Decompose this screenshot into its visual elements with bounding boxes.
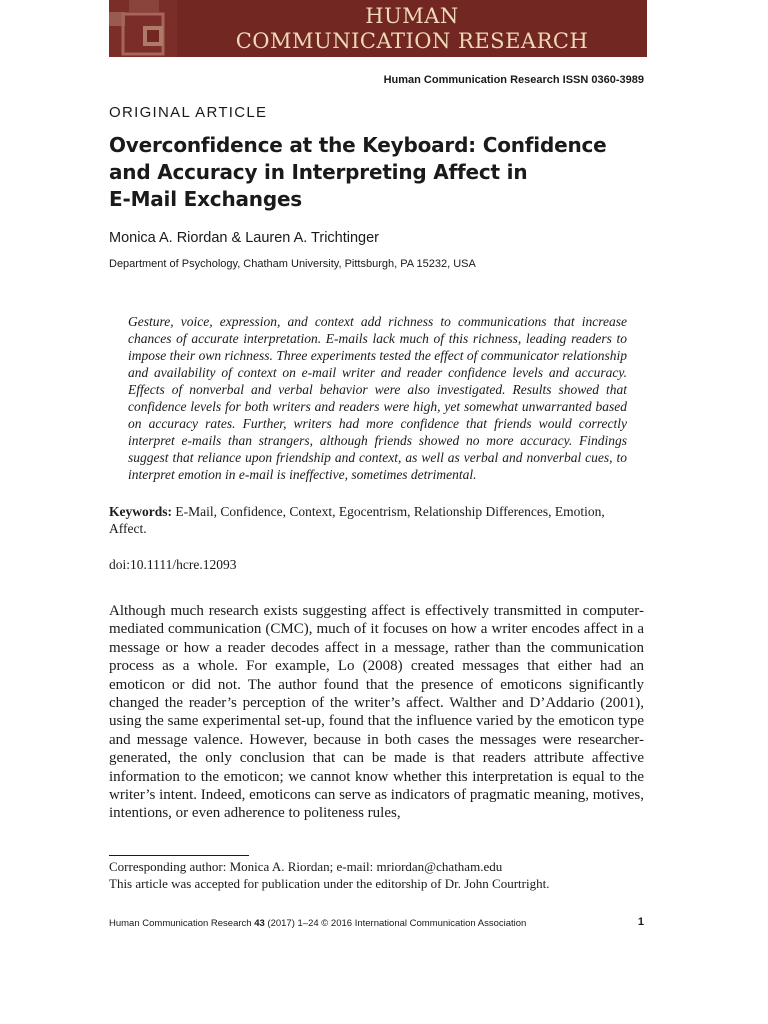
title-line-2: and Accuracy in Interpreting Affect in <box>109 160 528 184</box>
journal-logo-icon <box>109 0 177 57</box>
keywords-text: E-Mail, Confidence, Context, Egocentrism, Relationship Differences, Emotion, Affect. <box>109 504 605 536</box>
abstract: Gesture, voice, expression, and context add richness to communications that increase chances of accurate interpretation. E-mails lack much of this richness, leading readers to impose their own richness. Three experiments tested the effect of communicator relationship and availability of context on e-mail writer and reader confidence levels and accuracy. Effects of nonverbal and verbal behavior were also investigated. Results showed that confidence levels for both writers and readers were high, yet somewhat unwarranted based on accuracy rates. Further, writers had more confidence that friends would correctly interpret e-mails than strangers, although friends showed no more accuracy. Findings suggest that reliance upon friendship and context, as well as verbal and nonverbal cues, to interpret emotion in e-mail is ineffective, sometimes detrimental. <box>128 314 627 482</box>
footer-journal: Human Communication Research <box>109 918 255 929</box>
body-paragraph: Although much research exists suggesting affect is effectively transmitted in computer-mediated communication (CMC), much of it focuses on how a writer encodes affect in a message or how a reader decodes affect in a message, rather than the communication process as a whole. For example, Lo (2008) created messages that either had an emoticon or did not. The author found that the presence of emoticons significantly changed the reader’s perception of the writer’s affect. Walther and D’Addario (2001), using the same experimental set-up, found that the influence varied by the emoticon type and message valence. However, because in both cases the messages were researcher-generated, the only conclusion that can be made is that readers attribute affective information to the emoticon; we cannot know whether this interpretation is equal to the writer’s intent. Indeed, emoticons can serve as indicators of pragmatic meaning, motives, intentions, or even adherence to politeness rules, <box>109 603 644 822</box>
footer-volume: 43 <box>254 918 265 929</box>
footnote-editorship: This article was accepted for publication under the editorship of Dr. John Courtright. <box>109 875 550 891</box>
page-number: 1 <box>637 916 644 928</box>
doi[interactable]: doi:10.1111/hcre.12093 <box>109 557 237 572</box>
author-list: Monica A. Riordan & Lauren A. Trichtinger <box>109 230 380 246</box>
footer-citation: (2017) 1–24 © 2016 International Communication Association <box>264 918 527 929</box>
journal-name-line2: COMMUNICATION RESEARCH <box>235 29 589 53</box>
footnote-corresponding-author: Corresponding author: Monica A. Riordan; e-mail: mriordan@chatham.edu <box>109 859 503 874</box>
title-line-1: Overconfidence at the Keyboard: Confidence <box>109 133 607 157</box>
issn-line: Human Communication Research ISSN 0360-3989 <box>383 74 644 86</box>
journal-name-line1: HUMAN <box>365 4 459 28</box>
affiliation: Department of Psychology, Chatham University, Pittsburgh, PA 15232, USA <box>109 258 476 270</box>
journal-banner <box>109 0 647 57</box>
footnotes <box>109 859 649 892</box>
page-footer <box>109 918 526 929</box>
keywords-label: Keywords: <box>109 504 172 519</box>
article-title <box>109 132 669 213</box>
title-line-3: E-Mail Exchanges <box>109 187 303 211</box>
footnote-divider <box>109 855 249 856</box>
journal-name <box>217 4 607 54</box>
section-label: ORIGINAL ARTICLE <box>109 104 268 121</box>
keywords <box>109 503 628 537</box>
